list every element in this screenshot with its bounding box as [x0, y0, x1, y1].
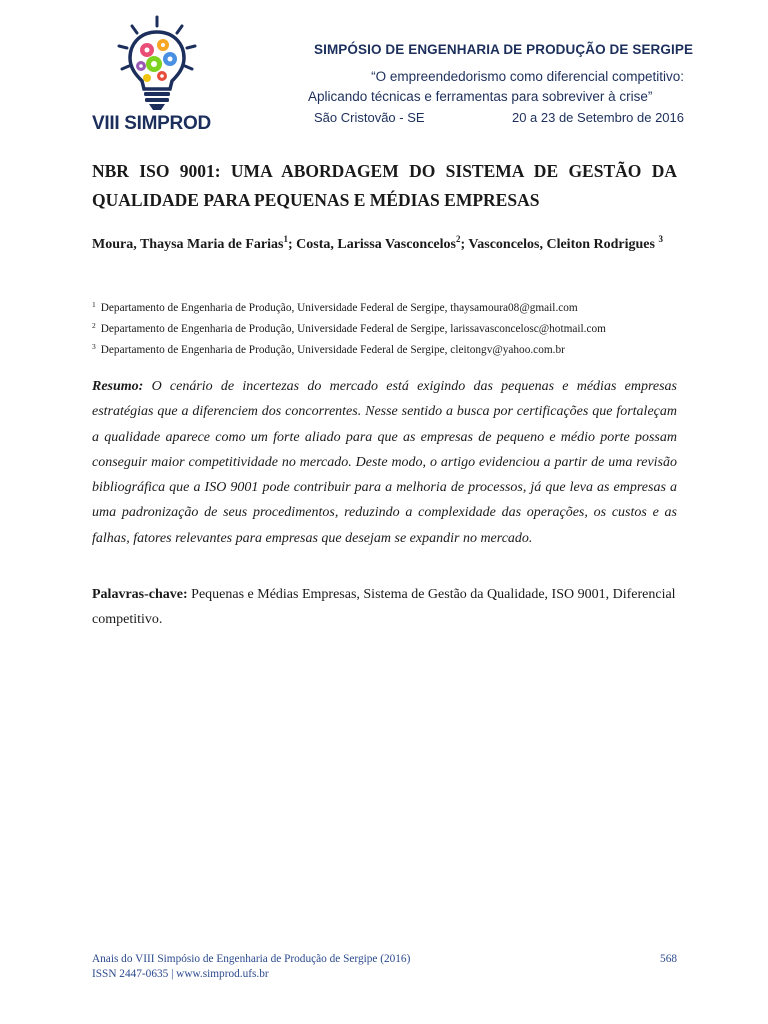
- event-date: 20 a 23 de Setembro de 2016: [511, 110, 684, 125]
- affiliation-item: [92, 340, 677, 361]
- event-theme-line-2: Aplicando técnicas e ferramentas para sobreviver à crise”: [308, 89, 653, 104]
- author-ref: 1: [283, 234, 288, 244]
- keywords-label: Palavras-chave:: [92, 587, 188, 602]
- lightbulb-gears-icon: [114, 14, 200, 114]
- affiliation-ref: 2: [92, 321, 96, 330]
- affiliation-text: Departamento de Engenharia de Produção, Universidade Federal de Sergipe, larissavasconcelosc@hotmail.com: [100, 323, 606, 335]
- abstract: [92, 374, 677, 551]
- page-number: 568: [660, 953, 677, 965]
- event-theme-line-1: “O empreendedorismo como diferencial competitivo:: [371, 69, 684, 84]
- event-title: SIMPÓSIO DE ENGENHARIA DE PRODUÇÃO DE SERGIPE: [314, 42, 694, 57]
- affiliation-ref: 3: [92, 342, 96, 351]
- affiliation-list: [92, 298, 677, 361]
- affiliation-text: Departamento de Engenharia de Produção, Universidade Federal de Sergipe, cleitongv@yahoo.com.br: [100, 344, 565, 356]
- affiliation-text: Departamento de Engenharia de Produção, Universidade Federal de Sergipe, thaysamoura08@gmail.com: [100, 302, 578, 314]
- author-name: Vasconcelos, Cleiton Rodrigues: [468, 237, 655, 252]
- affiliation-item: [92, 319, 677, 340]
- page-footer: [92, 952, 677, 982]
- simprod-logo: [92, 14, 222, 136]
- abstract-text: O cenário de incertezas do mercado está exigindo das pequenas e médias empresas estratégias que a diferenciem dos concorrentes. Nesse sentido a busca por certificações que fortaleçam a qualidade aparece como um forte aliado para que as empresas de pequeno e médio porte possam conseguir maior competitividade no mercado. Deste modo, o artigo evidenciou a partir de uma revisão bibliográfica que a ISO 9001 pode contribuir para a melhoria de processos, já que leva as empresas a uma padronização de seus procedimentos, reduzindo a complexidade das operações, os custos e as falhas, fatores relevantes para empresas que desejam se expandir no mercado.: [92, 379, 677, 546]
- event-place: São Cristovão - SE: [314, 110, 425, 125]
- keywords: [92, 582, 677, 632]
- proceedings-citation: Anais do VIII Simpósio de Engenharia de Produção de Sergipe (2016): [92, 953, 411, 965]
- logo-text: VIII SIMPROD: [92, 113, 211, 134]
- abstract-label: Resumo:: [92, 379, 144, 394]
- issn-line: ISSN 2447-0635 | www.simprod.ufs.br: [92, 968, 269, 980]
- affiliation-item: [92, 298, 677, 319]
- author-ref: 3: [658, 234, 663, 244]
- article-title: NBR ISO 9001: UMA ABORDAGEM DO SISTEMA DE GESTÃO DA QUALIDADE PARA PEQUENAS E MÉDIAS EMPRESAS: [92, 161, 677, 210]
- conference-header: [92, 14, 694, 139]
- author-list: Moura, Thaysa Maria de Farias$^1$; Costa, Larissa Vasconcelos$^2$; Vasconcelos, Cleiton Rodrigues $^3$: [92, 234, 663, 252]
- author-name: Costa, Larissa Vasconcelos: [296, 237, 456, 252]
- author-ref: 2: [456, 234, 461, 244]
- affiliation-ref: 1: [92, 300, 96, 309]
- keywords-text: Pequenas e Médias Empresas, Sistema de Gestão da Qualidade, ISO 9001, Diferencial competitivo.: [92, 587, 676, 627]
- author-name: Moura, Thaysa Maria de Farias: [92, 237, 284, 252]
